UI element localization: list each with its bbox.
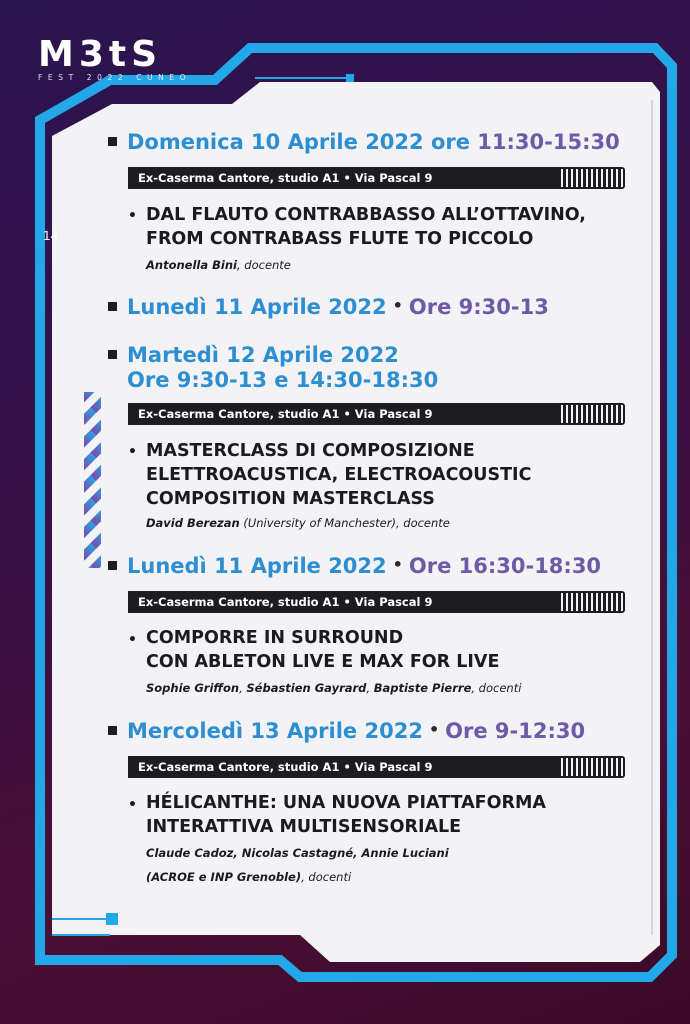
time-text: Ore 9-12:30 [445, 719, 586, 743]
credit-role: (University of Manchester), docente [239, 516, 450, 530]
location-text: Ex-Caserma Cantore, studio A1 • Via Pascal 9 [138, 760, 433, 774]
square-bullet-icon [108, 137, 117, 146]
credit-name: Claude Cadoz, Nicolas Castagné, Annie Luciani [146, 846, 449, 860]
event-credit [146, 258, 291, 272]
title-line: CON ABLETON LIVE E MAX FOR LIVE [146, 652, 500, 672]
barcode-icon [561, 758, 623, 776]
location-text: Ex-Caserma Cantore, studio A1 • Via Pascal 9 [138, 407, 433, 421]
time-text: Ore 9:30-13 [408, 295, 549, 319]
time-text: Ore 16:30-18:30 [408, 554, 602, 578]
bullet-icon: • [128, 797, 137, 813]
title-line: FROM CONTRABASS FLUTE TO PICCOLO [146, 229, 534, 249]
event-date [108, 295, 549, 321]
event-title [146, 626, 499, 674]
barcode-icon [561, 169, 623, 187]
event-title [146, 439, 531, 511]
date-text: Martedì 12 Aprile 2022 [127, 343, 399, 367]
title-line: INTERATTIVA MULTISENSORIALE [146, 817, 462, 837]
barcode-icon [561, 405, 623, 423]
event-date [108, 719, 585, 745]
credit-role: , docente [236, 258, 291, 272]
separator-dot: • [428, 720, 440, 739]
event-date [108, 343, 438, 393]
festival-logo [38, 34, 198, 82]
location-bar [128, 167, 625, 189]
bullet-icon: • [128, 208, 137, 224]
time-text: Ore 9:30-13 e 14:30-18:30 [127, 368, 439, 392]
date-text: Lunedì 11 Aprile 2022 [127, 295, 387, 319]
separator-dot: • [392, 555, 403, 574]
title-line: HÉLICANTHE: UNA NUOVA PIATTAFORMA [146, 793, 546, 813]
logo-wordmark: M3tS [38, 34, 163, 75]
decorative-stripes [84, 392, 101, 568]
credit-separator: , [366, 681, 374, 695]
credit-role: , docenti [301, 870, 352, 884]
event-title [146, 791, 546, 839]
square-bullet-icon [108, 726, 117, 735]
bullet-icon: • [128, 632, 137, 648]
location-bar [128, 403, 625, 425]
square-bullet-icon [108, 302, 117, 311]
credit-name: Baptiste Pierre [373, 681, 472, 695]
event-date [108, 554, 601, 580]
credit-name: Sébastien Gayrard [246, 681, 367, 695]
event-credit [146, 516, 450, 530]
credit-name: David Berezan [146, 516, 240, 530]
barcode-icon [561, 593, 623, 611]
event-credit [146, 870, 351, 884]
credit-name: Antonella Bini [146, 258, 237, 272]
square-bullet-icon [108, 350, 117, 359]
credit-name: Sophie Griffon [146, 681, 240, 695]
credit-separator: , [239, 681, 247, 695]
title-line: ELETTROACUSTICA, ELECTROACOUSTIC [146, 465, 532, 485]
date-text: Domenica 10 Aprile 2022 ore [127, 130, 478, 154]
title-line: MASTERCLASS DI COMPOSIZIONE [146, 441, 475, 461]
event-credit [146, 681, 521, 695]
event-title [146, 203, 586, 251]
credit-role: , docenti [471, 681, 522, 695]
title-line: COMPOSITION MASTERCLASS [146, 489, 435, 509]
time-text: 11:30-15:30 [477, 130, 620, 154]
event-credit [146, 846, 449, 860]
logo-subtitle: FEST 2022 CUNEO [38, 73, 192, 82]
location-bar [128, 591, 625, 613]
location-text: Ex-Caserma Cantore, studio A1 • Via Pascal 9 [138, 595, 433, 609]
event-date [108, 130, 620, 155]
title-line: COMPORRE IN SURROUND [146, 628, 404, 648]
date-text: Lunedì 11 Aprile 2022 [127, 554, 387, 578]
page-number: 14 [43, 229, 59, 243]
square-bullet-icon [108, 561, 117, 570]
credit-affiliation: (ACROE e INP Grenoble) [146, 870, 302, 884]
date-text: Mercoledì 13 Aprile 2022 [127, 719, 423, 743]
separator-dot: • [392, 296, 403, 315]
title-line: DAL FLAUTO CONTRABBASSO ALL’OTTAVINO, [146, 205, 586, 225]
location-bar [128, 756, 625, 778]
location-text: Ex-Caserma Cantore, studio A1 • Via Pascal 9 [138, 171, 433, 185]
bullet-icon: • [128, 444, 137, 460]
